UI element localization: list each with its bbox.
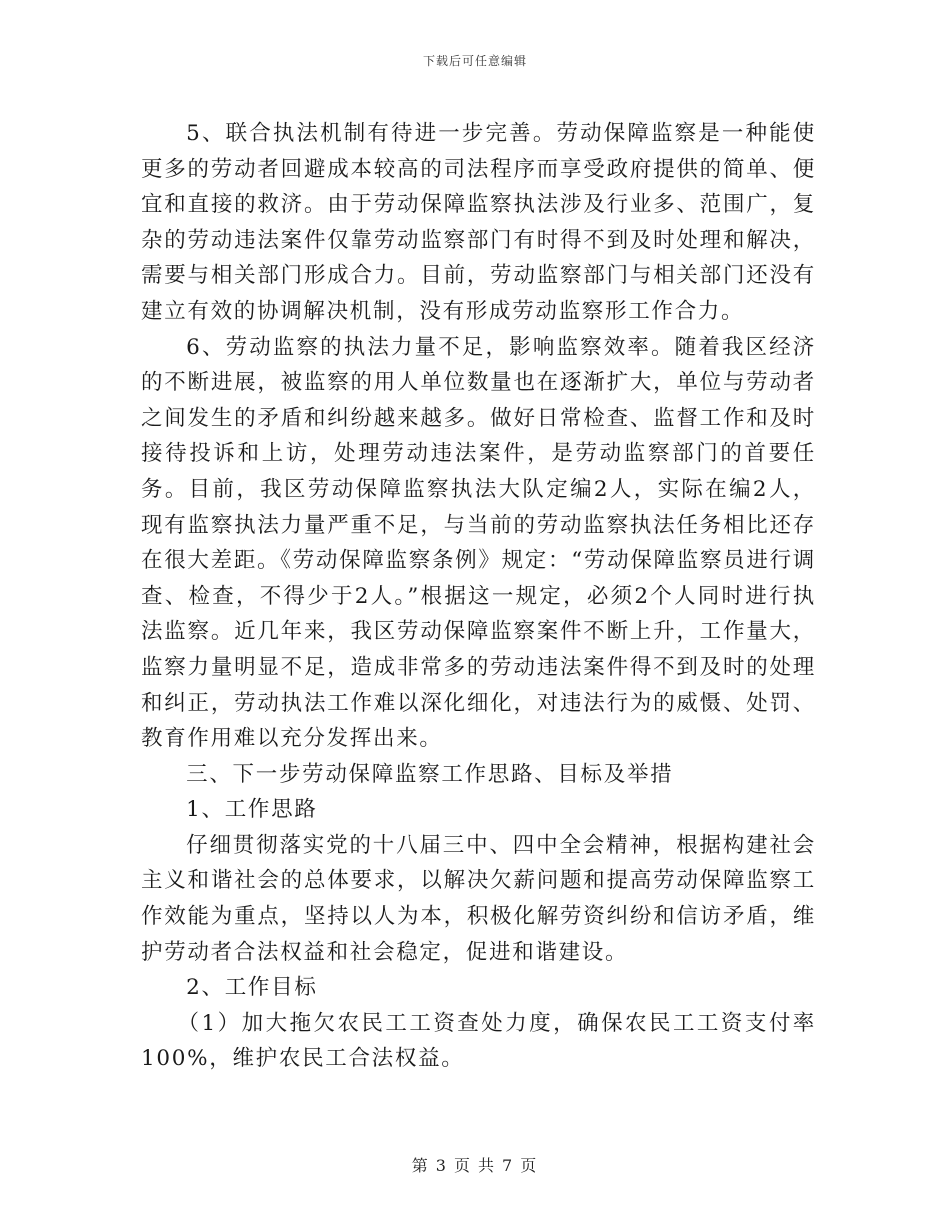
- page-header: 下载后可任意编辑: [422, 54, 527, 68]
- page-footer: [0, 1153, 950, 1176]
- paragraph-enforcement-capacity: 6、劳动监察的执法力量不足，影响监察效率。随着我区经济的不断进展，被监察的用人单位数量也在逐渐扩大，单位与劳动者之间发生的矛盾和纠纷越来越多。做好日常检查、监督工作和及时接待投诉和上访，处理劳动违法案件，是劳动监察部门的首要任务。目前，我区劳动保障监察执法大队定编2人，实际在编2人，现有监察执法力量严重不足，与当前的劳动监察执法任务相比还存在很大差距。《劳动保障监察条例》规定：“劳动保障监察员进行调查、检查，不得少于2人。”根据这一规定，必须2个人同时进行执法监察。近几年来，我区劳动保障监察案件不断上升，工作量大，监察力量明显不足，造成非常多的劳动违法案件得不到及时的处理和纠正，劳动执法工作难以深化细化，对违法行为的威慑、处罚、教育作用难以充分发挥出来。: [141, 334, 816, 752]
- footer-label-unit2: 页: [520, 1156, 539, 1175]
- footer-label-page: 第: [411, 1156, 430, 1175]
- paragraph-work-approach: 仔细贯彻落实党的十八届三中、四中全会精神，根据构建社会主义和谐社会的总体要求，以解决欠薪问题和提高劳动保障监察工作效能为重点，坚持以人为本，积极化解劳资纠纷和信访矛盾，维护劳动者合法权益和社会稳定，促进和谐建设。: [141, 832, 816, 965]
- list-item-goal-1: （1）加大拖欠农民工工资查处力度，确保农民工工资支付率100%，维护农民工合法权益。: [141, 1010, 816, 1072]
- subheading-work-approach: 1、工作思路: [186, 797, 318, 823]
- paragraph-joint-enforcement: 5、联合执法机制有待进一步完善。劳动保障监察是一种能使更多的劳动者回避成本较高的司法程序而享受政府提供的简单、便宜和直接的救济。由于劳动保障监察执法涉及行业多、范围广，复杂的劳动违法案件仅靠劳动监察部门有时得不到及时处理和解决，需要与相关部门形成合力。目前，劳动监察部门与相关部门还没有建立有效的协调解决机制，没有形成劳动监察形工作合力。: [141, 121, 816, 324]
- footer-current-page: 3: [435, 1156, 448, 1175]
- footer-label-total: 共: [478, 1156, 497, 1175]
- subheading-work-goals: 2、工作目标: [186, 975, 318, 1001]
- footer-total-pages: 7: [502, 1156, 515, 1175]
- footer-label-unit: 页: [453, 1156, 472, 1175]
- section-heading-next-steps: 三、下一步劳动保障监察工作思路、目标及举措: [186, 761, 674, 787]
- document-body: [141, 116, 816, 1077]
